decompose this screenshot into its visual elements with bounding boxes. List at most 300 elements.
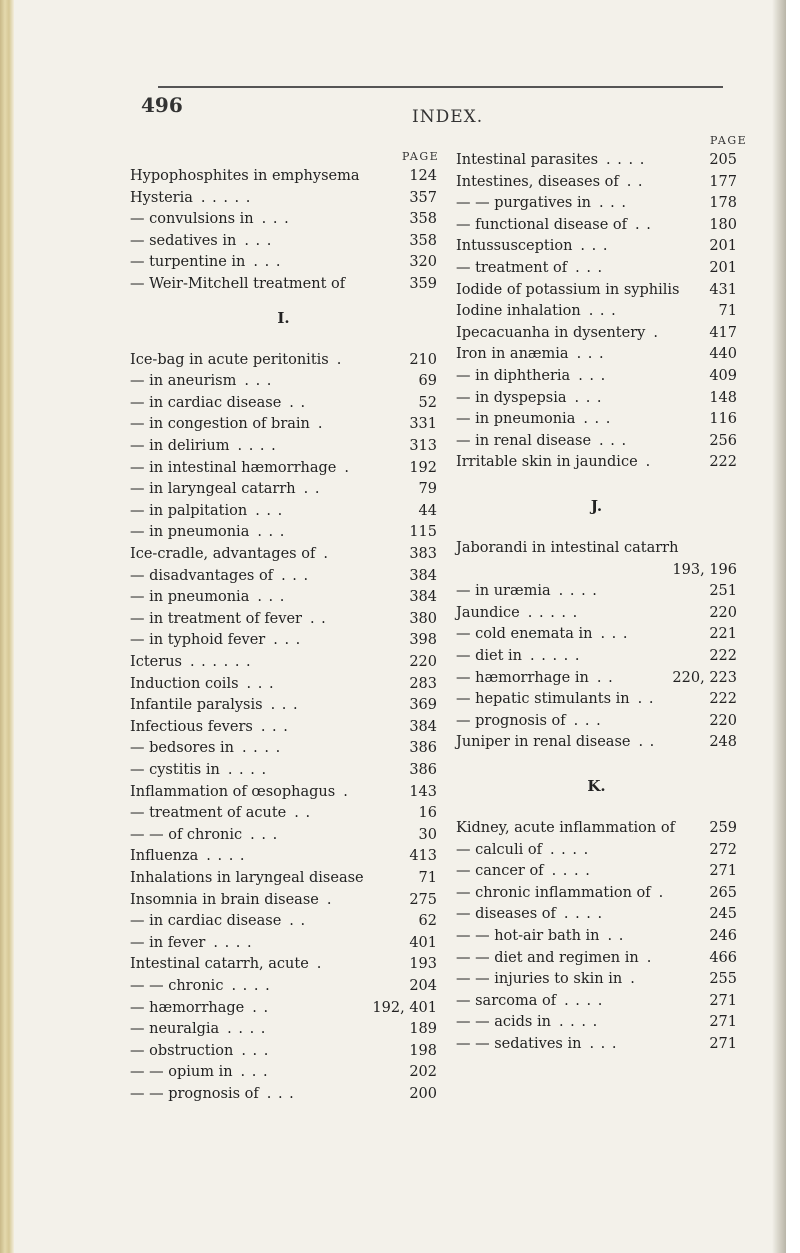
entry-text: — obstruction (130, 1042, 234, 1059)
section-letter: J. (590, 497, 603, 515)
index-entry (456, 1034, 737, 1055)
leader-dots: . . . (246, 675, 275, 692)
page-reference: 178 (709, 195, 737, 212)
page-reference: 409 (709, 368, 737, 384)
entry-text: — diet in (456, 648, 523, 664)
entry-text: Infantile paralysis (130, 697, 263, 714)
leader-dots: . . . . (606, 152, 646, 168)
index-entry (456, 840, 737, 861)
header-rule (158, 86, 723, 88)
leader-dots: . (326, 891, 333, 908)
entry-text: Inhalations in laryngeal disease (130, 870, 364, 886)
index-entry (130, 274, 437, 295)
index-entry (456, 861, 737, 882)
leader-dots: . . . (575, 260, 604, 276)
page-reference: 220, 223 (672, 669, 737, 686)
leader-dots: . (658, 884, 665, 901)
index-entry (130, 252, 437, 273)
page-reference: 255 (709, 971, 737, 988)
page-reference: 204 (409, 978, 437, 994)
entry-text: — — sedatives in (456, 1036, 582, 1052)
entry-text: — cold enemata in (456, 626, 593, 643)
page-reference: 62 (418, 913, 437, 930)
entry-text: Jaundice (456, 604, 520, 621)
leader-dots: . . . (573, 712, 602, 729)
entry-text: — neuralgia (130, 1021, 220, 1038)
leader-dots: . . (638, 734, 656, 751)
entry-text: — in congestion of brain (130, 416, 310, 433)
index-entry (130, 1019, 437, 1040)
entry-text: — in fever (130, 934, 206, 951)
index-entry (130, 350, 437, 371)
page-reference: 384 (409, 589, 437, 606)
index-entry (130, 803, 437, 824)
entry-text: — in laryngeal catarrh (130, 481, 296, 498)
page-reference: 69 (418, 373, 437, 390)
page-reference: 192 (409, 459, 437, 476)
entry-text: — in pneumonia (130, 589, 250, 606)
leader-dots: . . (635, 216, 652, 233)
entry-text: — diseases of (456, 906, 556, 923)
entry-text: — hæmorrhage (130, 999, 245, 1016)
entry-text: — in delirium (130, 438, 230, 454)
index-entry (456, 581, 737, 602)
leader-dots: . . . (241, 1042, 270, 1059)
entry-text: — turpentine in (130, 254, 246, 271)
index-entry (130, 717, 437, 738)
entry-text: — treatment of acute (130, 805, 287, 822)
leader-dots: . . . (255, 502, 284, 519)
leader-dots: . (653, 324, 659, 341)
index-entry (130, 393, 437, 414)
leader-dots: . . (626, 173, 644, 190)
page-reference: 386 (409, 740, 437, 757)
index-entry (130, 976, 437, 997)
page-reference: 198 (409, 1042, 437, 1059)
entry-text: Juniper in renal disease (456, 734, 631, 751)
leader-dots: . . . . (549, 841, 590, 858)
leader-dots: . . . (253, 254, 282, 271)
page-reference: 358 (409, 211, 437, 228)
leader-dots: . (645, 454, 652, 471)
page-reference: 283 (409, 675, 437, 692)
index-entry (456, 215, 737, 236)
page-reference: 380 (409, 610, 437, 627)
index-entry (456, 409, 737, 430)
entry-text: — — of chronic (130, 826, 243, 843)
leader-dots: . . . (588, 303, 617, 320)
index-entry (130, 738, 437, 759)
page-column-label: PAGE (402, 150, 440, 163)
entry-text: Intestinal parasites (456, 152, 599, 168)
page-number: 496 (141, 93, 183, 117)
page-reference: 384 (409, 718, 437, 735)
entry-text: — — purgatives in (456, 195, 591, 212)
leader-dots: . . . (250, 826, 279, 843)
page-reference: 398 (409, 632, 437, 649)
entry-text: — in uræmia (456, 583, 551, 600)
leader-dots: . (630, 971, 636, 988)
leader-dots: . . . (244, 232, 273, 249)
entry-text: — in palpitation (130, 502, 248, 519)
entry-text: — in pneumonia (456, 411, 576, 428)
entry-text: — convulsions in (130, 211, 254, 228)
index-entry (130, 760, 437, 781)
page-reference: 189 (409, 1021, 437, 1038)
leader-dots: . . (289, 913, 307, 930)
leader-dots: . . . . (213, 934, 253, 951)
entry-text: Intussusception (456, 238, 573, 255)
entry-text: — in renal disease (456, 432, 592, 449)
entry-text: — — acids in (456, 1014, 551, 1031)
page-reference: 192, 401 (372, 999, 437, 1016)
page-reference: 201 (709, 260, 737, 276)
page-reference: 221 (709, 626, 737, 643)
index-entry (130, 479, 437, 500)
leader-dots: . . . (578, 368, 607, 384)
index-entry (456, 926, 737, 947)
index-entry (456, 603, 737, 624)
index-entry (130, 695, 437, 716)
leader-dots: . . (607, 928, 625, 944)
entry-text: — in cardiac disease (130, 913, 282, 930)
leader-dots: . . (637, 691, 655, 708)
book-binding-edge (0, 0, 14, 1253)
page-reference: 265 (709, 884, 737, 901)
index-entry (456, 646, 737, 667)
leader-dots: . . . . . . (189, 654, 252, 670)
page-reference: 210 (409, 351, 437, 368)
entry-text: — in dyspepsia (456, 389, 567, 406)
entry-text: — in cardiac disease (130, 394, 282, 411)
page-reference: 384 (409, 567, 437, 584)
page-reference: 116 (709, 411, 737, 428)
entry-text: — — injuries to skin in (456, 971, 623, 988)
page-reference: 193, 196 (672, 561, 737, 578)
page-reference: 16 (418, 805, 437, 822)
index-entry (456, 301, 737, 322)
index-entry (130, 587, 437, 608)
index-entry (456, 883, 737, 904)
index-entry (130, 231, 437, 252)
index-entry (456, 991, 737, 1012)
index-entry (456, 193, 737, 214)
entry-text: — treatment of (456, 260, 568, 276)
leader-dots: . . (289, 394, 307, 411)
leader-dots: . . (309, 610, 327, 627)
page-reference: 331 (409, 416, 437, 433)
page-reference: 124 (409, 168, 437, 184)
index-entry (130, 544, 437, 565)
entry-text: — — chronic (130, 978, 224, 994)
leader-dots: . (323, 546, 329, 562)
page-reference: 115 (409, 524, 437, 541)
entry-text: — functional disease of (456, 216, 628, 233)
index-entry (456, 948, 737, 969)
entry-text: Hysteria (130, 189, 193, 206)
page-reference: 71 (718, 303, 737, 320)
index-entry (456, 172, 737, 193)
entry-text: — in aneurism (130, 373, 237, 390)
leader-dots: . . . (574, 389, 603, 406)
index-entry (456, 711, 737, 732)
entry-text: Icterus (130, 654, 182, 670)
leader-dots: . . . (257, 589, 286, 606)
index-entry (456, 344, 737, 365)
leader-dots: . (344, 459, 350, 476)
leader-dots: . . . (598, 195, 628, 212)
index-entry (456, 818, 737, 839)
index-entry (130, 1041, 437, 1062)
entry-text: — — opium in (130, 1064, 233, 1081)
leader-dots: . . (596, 669, 614, 686)
page-reference: 79 (418, 481, 437, 498)
entry-text: — in intestinal hæmorrhage (130, 459, 337, 476)
page-reference: 320 (409, 254, 437, 271)
leader-dots: . . . . . (530, 648, 581, 664)
leader-dots: . . . . (558, 1014, 599, 1031)
entry-text: — in typhoid fever (130, 632, 266, 649)
page-reference: 275 (409, 891, 437, 908)
page-column-label: PAGE (710, 134, 748, 147)
index-entry (456, 1012, 737, 1033)
entry-text: Infectious fevers (130, 718, 253, 735)
index-entry (130, 501, 437, 522)
leader-dots: . (317, 416, 324, 433)
page-reference: 248 (709, 734, 737, 751)
entry-text: Inflammation of œsophagus (130, 783, 336, 800)
index-entry (130, 566, 437, 587)
index-entry (456, 323, 737, 344)
index-entry (130, 954, 437, 975)
leader-dots: . . . (257, 524, 286, 541)
entry-text: — cystitis in (130, 762, 220, 778)
leader-dots: . . . (260, 718, 289, 735)
index-entry (130, 1062, 437, 1083)
page-reference: 417 (709, 324, 737, 341)
index-entry (130, 674, 437, 695)
index-entry (130, 868, 437, 889)
index-entry (456, 452, 737, 473)
page-reference: 202 (409, 1064, 437, 1081)
leader-dots: . . (303, 481, 321, 498)
leader-dots: . . . . . (200, 189, 252, 206)
page-reference: 359 (409, 276, 437, 292)
page-reference: 357 (409, 189, 437, 206)
page-reference: 386 (409, 762, 437, 778)
entry-text: Insomnia in brain disease (130, 891, 319, 908)
leader-dots: . . . . (241, 740, 282, 757)
leader-dots: . (646, 949, 653, 966)
leader-dots: . . . (281, 567, 310, 584)
index-entry (130, 1084, 437, 1105)
page-reference: 222 (709, 454, 737, 471)
page-reference: 383 (409, 546, 437, 562)
leader-dots: . . . (273, 632, 302, 649)
index-entry (130, 522, 437, 543)
page-reference: 440 (709, 346, 737, 363)
page-reference: 466 (709, 949, 737, 966)
entry-text: — in pneumonia (130, 524, 250, 541)
entry-text: — in treatment of fever (130, 610, 302, 627)
entry-text: Induction coils (130, 675, 239, 692)
index-entry (130, 782, 437, 803)
leader-dots: . . . . (563, 906, 604, 923)
leader-dots: . . . (266, 1086, 295, 1102)
page-reference: 256 (709, 432, 737, 449)
index-entry (456, 150, 737, 171)
page-reference: 246 (709, 928, 737, 944)
index-entry (456, 538, 737, 559)
leader-dots: . . . . . (527, 604, 579, 621)
entry-text: Intestinal catarrh, acute (130, 956, 309, 973)
index-entry (130, 188, 437, 209)
entry-text: — sedatives in (130, 232, 237, 249)
section-letter: K. (587, 777, 606, 795)
index-entry (130, 825, 437, 846)
page-reference: 358 (409, 232, 437, 249)
leader-dots: . . (294, 805, 312, 822)
index-entry (456, 388, 737, 409)
index-entry (130, 911, 437, 932)
leader-dots: . . . . (237, 438, 277, 454)
entry-text: — sarcoma of (456, 992, 557, 1009)
index-entry (130, 371, 437, 392)
page-reference: 143 (409, 783, 437, 800)
page-reference: 205 (709, 152, 737, 168)
leader-dots: . . . (270, 697, 299, 714)
index-entry (456, 431, 737, 452)
entry-text: Iron in anæmia (456, 346, 569, 363)
entry-text: Influenza (130, 848, 199, 865)
entry-text: — — prognosis of (130, 1086, 259, 1102)
index-entry (130, 846, 437, 867)
page-reference: 401 (409, 934, 437, 951)
entry-text: — — hot-air bath in (456, 928, 600, 944)
leader-dots: . . . (261, 211, 290, 228)
page-reference: 201 (709, 238, 737, 255)
page-reference: 259 (709, 820, 737, 836)
page-reference: 369 (409, 697, 437, 714)
index-entry (456, 732, 737, 753)
page-reference: 271 (709, 1014, 737, 1031)
page-reference: 222 (709, 648, 737, 664)
entry-text: — — diet and regimen in (456, 949, 639, 966)
leader-dots: . . . . (206, 848, 246, 865)
leader-dots: . . . (589, 1036, 618, 1052)
entry-text: — cancer of (456, 863, 544, 880)
index-entry (456, 560, 737, 581)
index-entry (130, 209, 437, 230)
page-reference: 220 (709, 712, 737, 729)
page-reference: 220 (409, 654, 437, 670)
leader-dots: . . . . (227, 762, 268, 778)
index-entry (130, 436, 437, 457)
leader-dots: . . . (240, 1064, 269, 1081)
entry-text: Irritable skin in jaundice (456, 454, 638, 471)
leader-dots: . (316, 956, 323, 973)
index-entry (130, 166, 437, 187)
index-entry (130, 609, 437, 630)
page-reference: 431 (709, 281, 737, 298)
index-entry (456, 969, 737, 990)
page-reference: 271 (709, 992, 737, 1009)
leader-dots: . . . (244, 373, 273, 390)
index-entry (130, 414, 437, 435)
leader-dots: . . . (583, 411, 612, 428)
page-reference: 413 (409, 848, 437, 865)
entry-text: — Weir-Mitchell treatment of (130, 276, 346, 292)
leader-dots: . . . . (551, 863, 591, 880)
leader-dots: . (336, 351, 343, 368)
leader-dots: . (343, 783, 349, 800)
entry-text: Intestines, diseases of (456, 173, 619, 190)
entry-text: — hæmorrhage in (456, 669, 589, 686)
index-entry (130, 890, 437, 911)
entry-text: Hypophosphites in emphysema (130, 168, 360, 184)
leader-dots: . . (252, 999, 270, 1016)
index-entry (456, 236, 737, 257)
entry-text: — disadvantages of (130, 567, 274, 584)
index-entry (456, 668, 737, 689)
index-entry (456, 689, 737, 710)
index-entry (456, 280, 737, 301)
page-edge-shadow (772, 0, 786, 1253)
index-entry (130, 998, 437, 1019)
entry-text: Kidney, acute inflammation of (456, 820, 675, 836)
entry-text: Ipecacuanha in dysentery (456, 324, 646, 341)
page-reference: 200 (409, 1086, 437, 1102)
entry-text: Iodine inhalation (456, 303, 581, 320)
leader-dots: . . . . (558, 583, 598, 600)
page-reference: 271 (709, 863, 737, 880)
page-reference: 220 (709, 604, 737, 621)
page-reference: 30 (418, 826, 437, 843)
leader-dots: . . . . (231, 978, 271, 994)
section-letter: I. (277, 308, 290, 327)
page-reference: 148 (709, 389, 737, 406)
entry-text: Ice-bag in acute peritonitis (130, 351, 329, 368)
page-reference: 313 (409, 438, 437, 454)
entry-text: — calculi of (456, 841, 542, 858)
leader-dots: . . . (599, 432, 628, 449)
page-reference: 193 (409, 956, 437, 973)
entry-text: — prognosis of (456, 712, 566, 729)
leader-dots: . . . . (564, 992, 604, 1009)
page-reference: 180 (709, 216, 737, 233)
page-reference: 222 (709, 691, 737, 708)
page-reference: 177 (709, 173, 737, 190)
entry-text: Jaborandi in intestinal catarrh (456, 540, 679, 556)
running-header: INDEX. (412, 107, 484, 127)
page-reference: 251 (709, 583, 737, 600)
leader-dots: . . . (580, 238, 609, 255)
index-entry (456, 624, 737, 645)
index-entry (130, 458, 437, 479)
index-entry (456, 258, 737, 279)
page-reference: 71 (418, 870, 437, 886)
entry-text: — chronic inflammation of (456, 884, 651, 901)
page-reference: 271 (709, 1036, 737, 1052)
entry-text: Ice-cradle, advantages of (130, 546, 316, 562)
entry-text: — hepatic stimulants in (456, 691, 630, 708)
index-entry (456, 904, 737, 925)
entry-text: — bedsores in (130, 740, 234, 757)
page-reference: 44 (418, 502, 437, 519)
index-entry (456, 366, 737, 387)
page-reference: 272 (709, 841, 737, 858)
entry-text: Iodide of potassium in syphilis (456, 281, 680, 298)
